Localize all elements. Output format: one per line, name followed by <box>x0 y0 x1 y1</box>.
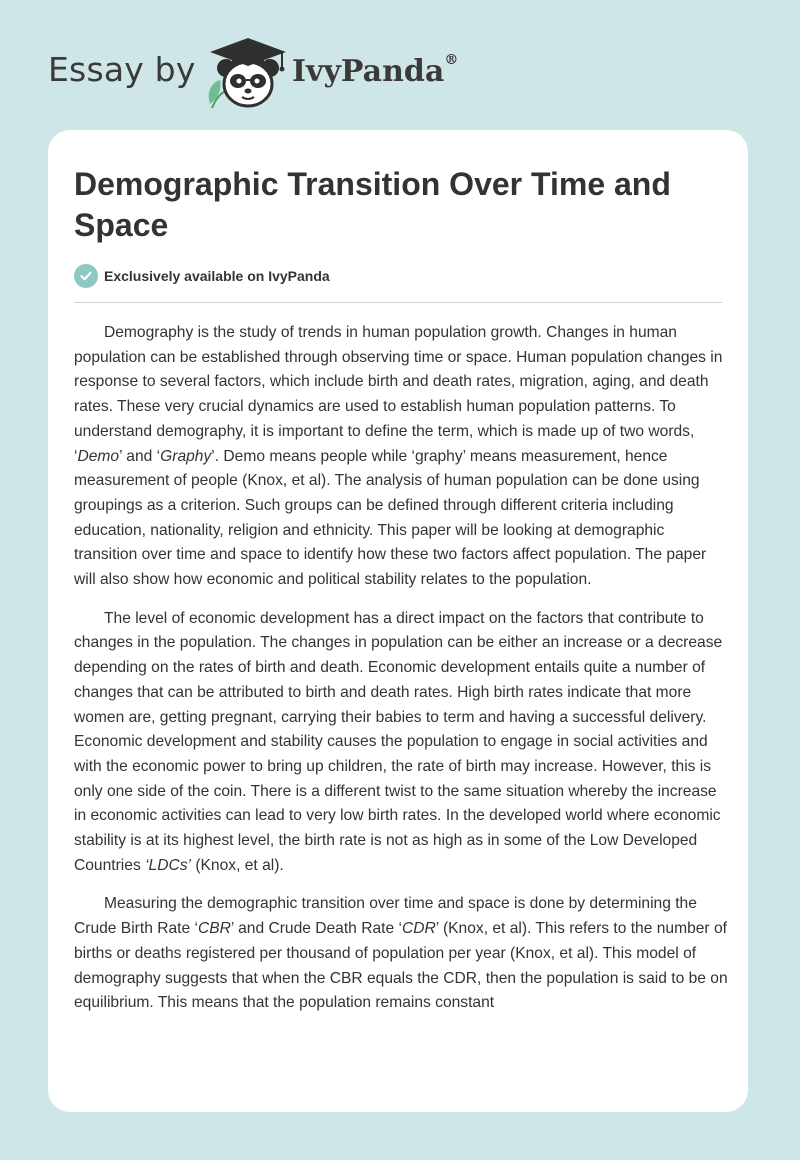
paragraph <box>74 321 728 593</box>
essay-body <box>74 321 728 1030</box>
italic-text: ‘LDCs’ <box>145 856 191 874</box>
paragraph <box>74 607 728 879</box>
italic-text: Demo <box>77 447 120 465</box>
brand-name-text: IvyPanda <box>292 54 445 89</box>
brand-header <box>48 32 508 112</box>
italic-text: CDR <box>401 920 436 938</box>
text-run: Demography is the study of trends in human population growth. Changes in human population can be established through observing time or space. Human population changes in response to several factors, which include birth and death rates, migration, aging, and death rates. These very crucial dynamics are used to establish human population patterns. To understand demography, it is important to define the term, which is made up of two words, ‘ <box>74 324 723 465</box>
text-run: The level of economic development has a direct impact on the factors that contribute to changes in the population. The changes in population can be either an increase or a decrease depending on the rates of birth and death. Economic development entails quite a number of changes that can be attributed to birth and death rates. High birth rates indicate that more women are, getting pregnant, carrying their babies to term and having a successful delivery. Economic development and stability causes the population to engage in social activities and with the economic power to bring up children, the rate of birth may increase. However, this is only one side of the coin. There is a different twist to the same situation whereby the increase in economic activities can lead to very low birth rates. In the developed world where economic stability is at its highest level, the birth rate is not as high as in some of the Low Developed Countries <box>74 609 723 874</box>
brand-prefix: Essay by <box>48 50 196 89</box>
text-run: ’. Demo means people while ‘graphy’ means measurement, hence measurement of people (Knox, et al). The analysis of human population can be done using groupings as a criterion. Such groups can be defined through different criteria including education, nationality, religion and ethnicity. This paper will be looking at demographic transition over time and space to identify how these two factors affect population. The paper will also show how economic and political stability relates to the population. <box>74 447 707 589</box>
registered-mark: ® <box>444 52 459 68</box>
text-run: (Knox, et al). <box>191 856 284 874</box>
text-run: Measuring the demographic transition over time and space is done by determining the Crude Birth Rate ‘ <box>74 895 697 938</box>
brand-name <box>292 54 458 89</box>
italic-text: CBR <box>197 920 231 938</box>
text-run: ’ and ‘ <box>119 447 161 465</box>
panda-graduate-icon[interactable] <box>202 34 290 110</box>
italic-text: Graphy <box>160 447 212 465</box>
essay-card <box>48 130 748 1112</box>
page-title: Demographic Transition Over Time and Space <box>74 166 671 243</box>
divider <box>74 302 722 303</box>
text-run: ’ (Knox, et al). This refers to the number of births or deaths registered per thousand of population per year (Knox, et al). This model of demography suggests that when the CBR equals the CDR, then the population is said to be on equilibrium. This means that the population remains constant <box>74 920 728 1012</box>
paragraph <box>74 892 728 1016</box>
exclusive-badge <box>74 264 330 288</box>
check-circle-icon <box>74 264 98 288</box>
exclusive-label: Exclusively available on IvyPanda <box>104 268 330 284</box>
text-run: ’ and Crude Death Rate ‘ <box>230 920 402 938</box>
